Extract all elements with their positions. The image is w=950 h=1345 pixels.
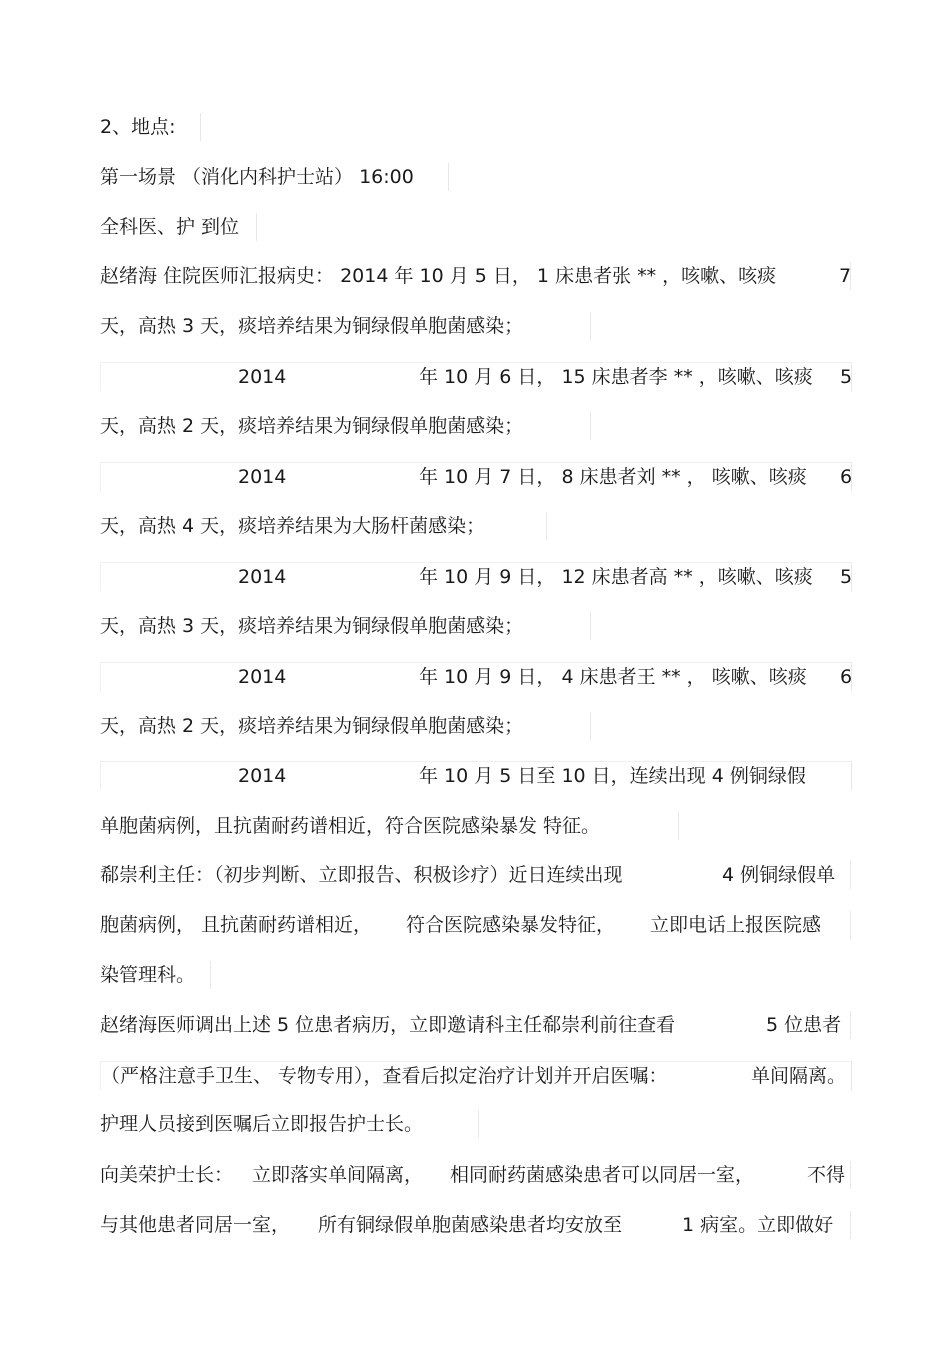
line-text: 年 10 月 9 日， 4 床患者王 ** ， 咳嗽、咳痰: [419, 666, 807, 688]
line-text: 相同耐药菌感染患者可以同居一室，: [450, 1164, 755, 1186]
line-text: 单胞菌病例，且抗菌耐药谱相近，符合医院感染暴发 特征。: [100, 815, 601, 837]
line-text: 向美荣护士长：: [100, 1164, 234, 1186]
text-line: [100, 1211, 851, 1239]
line-text: 5 位患者: [766, 1014, 842, 1036]
line-text: 立即落实单间隔离，: [252, 1164, 424, 1186]
line-text: 护理人员接到医嘱后立即报告护士长。: [100, 1113, 424, 1135]
text-line: [100, 961, 211, 989]
line-text: 郗崇利主任：（初步判断、立即报告、积极诊疗）近日连续出现: [100, 864, 623, 886]
line-text: 单间隔离。: [751, 1065, 847, 1087]
line-text: 全科医、护 到位: [100, 216, 240, 238]
line-text: 2014: [238, 666, 287, 688]
text-line: [100, 662, 852, 691]
line-text: 5: [840, 366, 853, 388]
text-line: [100, 262, 851, 290]
line-text: 符合医院感染暴发特征，: [406, 914, 616, 936]
line-text: 所有铜绿假单胞菌感染患者均安放至: [318, 1214, 623, 1236]
text-line: [100, 712, 591, 740]
line-text: 年 10 月 5 日至 10 日，连续出现 4 例铜绿假: [419, 765, 806, 787]
text-line: [100, 911, 851, 939]
line-text: 天，高热 4 天，痰培养结果为大肠杆菌感染；: [100, 515, 486, 537]
text-line: [100, 761, 852, 790]
text-line: [100, 113, 201, 141]
line-text: 赵绪海 住院医师汇报病史： 2014 年 10 月 5 日， 1 床患者张 ** ，咳嗽、咳痰: [100, 265, 777, 287]
text-line: [100, 1011, 851, 1039]
line-text: 与其他患者同居一室，: [100, 1214, 291, 1236]
line-text: 4 例铜绿假单: [722, 864, 836, 886]
line-text: 胞菌病例， 且抗菌耐药谱相近，: [100, 914, 373, 936]
text-line: [100, 462, 852, 491]
line-text: 立即电话上报医院感: [650, 914, 822, 936]
line-text: 2014: [238, 366, 287, 388]
text-line: [100, 213, 257, 241]
line-text: （严格注意手卫生、 专物专用），查看后拟定治疗计划并开启医嘱：: [101, 1065, 668, 1087]
line-text: 1 病室。立即做好: [682, 1214, 834, 1236]
line-text: 年 10 月 9 日， 12 床患者高 ** ，咳嗽、咳痰: [419, 566, 813, 588]
text-line: [100, 362, 852, 391]
line-text: 2014: [238, 566, 287, 588]
line-text: 年 10 月 6 日， 15 床患者李 ** ，咳嗽、咳痰: [419, 366, 813, 388]
text-line: [100, 1061, 852, 1090]
line-text: 不得: [807, 1164, 846, 1186]
text-line: [100, 512, 547, 540]
line-text: 天，高热 3 天，痰培养结果为铜绿假单胞菌感染；: [100, 315, 524, 337]
line-text: 赵绪海医师调出上述 5 位患者病历，立即邀请科主任郗崇利前往查看: [100, 1014, 676, 1036]
line-text: 6: [840, 666, 853, 688]
text-line: [100, 312, 591, 340]
line-text: 7: [839, 265, 852, 287]
line-text: 5: [840, 566, 853, 588]
text-line: [100, 612, 591, 640]
text-line: [100, 861, 851, 889]
text-line: [100, 1161, 851, 1189]
line-text: 染管理科。: [100, 964, 196, 986]
text-line: [100, 812, 679, 840]
text-line: [100, 562, 852, 591]
line-text: 第一场景 （消化内科护士站） 16:00: [100, 166, 414, 188]
text-line: [100, 412, 591, 440]
line-text: 年 10 月 7 日， 8 床患者刘 ** ， 咳嗽、咳痰: [419, 466, 807, 488]
line-text: 2014: [238, 765, 287, 787]
text-line: [100, 1110, 479, 1138]
line-text: 2014: [238, 466, 287, 488]
line-text: 2、地点:: [100, 116, 176, 138]
text-line: [100, 163, 449, 191]
line-text: 天，高热 2 天，痰培养结果为铜绿假单胞菌感染；: [100, 415, 524, 437]
line-text: 天，高热 3 天，痰培养结果为铜绿假单胞菌感染；: [100, 615, 524, 637]
line-text: 天，高热 2 天，痰培养结果为铜绿假单胞菌感染；: [100, 715, 524, 737]
line-text: 6: [840, 466, 853, 488]
